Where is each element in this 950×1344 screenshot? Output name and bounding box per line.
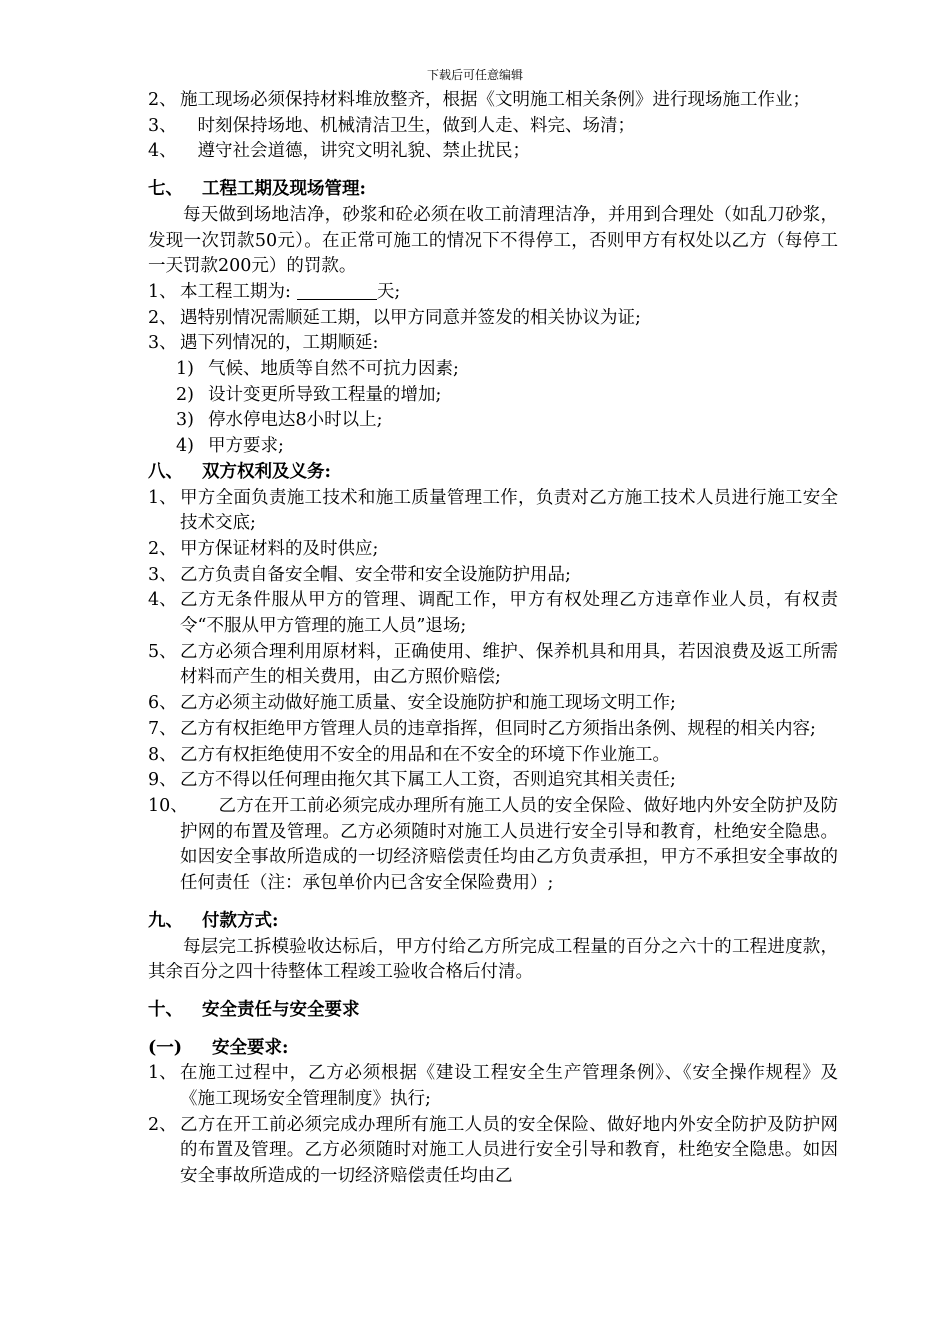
item-number: 1、 bbox=[148, 487, 177, 508]
list-item bbox=[148, 1113, 838, 1190]
list-item bbox=[148, 768, 838, 794]
sub-list-item bbox=[148, 383, 838, 409]
sub-item-number: 3) bbox=[176, 410, 194, 431]
section-number: 八、 bbox=[148, 461, 183, 482]
item-text bbox=[180, 280, 838, 306]
item-number: 5、 bbox=[148, 641, 177, 662]
section-paragraph: 每层完工拆模验收达标后，甲方付给乙方所完成工程量的百分之六十的工程进度款，其余百分之四十待整体工程竣工验收合格后付清。 bbox=[148, 936, 838, 983]
list-item bbox=[148, 331, 838, 357]
list-item bbox=[148, 139, 838, 165]
item-number: 3、 bbox=[148, 564, 177, 585]
item-text: 乙方无条件服从甲方的管理、调配工作，甲方有权处理乙方违章作业人员，有权责令“不服从甲方管理的施工人员”退场; bbox=[180, 590, 838, 637]
list-item bbox=[148, 280, 838, 306]
item-number: 3、 bbox=[148, 333, 177, 354]
item-text: 遇特别情况需顺延工期，以甲方同意并签发的相关协议为证; bbox=[180, 307, 641, 328]
section-title: 工程工期及现场管理: bbox=[202, 179, 366, 200]
item-text: 施工现场必须保持材料堆放整齐，根据《文明施工相关条例》进行现场施工作业； bbox=[180, 90, 810, 110]
item-text: 遵守社会道德，讲究文明礼貌、禁止扰民； bbox=[180, 141, 530, 162]
list-item bbox=[148, 743, 838, 769]
item-number: 7、 bbox=[148, 718, 177, 739]
item-number: 10、 bbox=[148, 795, 188, 816]
item-text: 乙方必须主动做好施工质量、安全设施防护和施工现场文明工作; bbox=[180, 693, 676, 714]
subsection-title: 安全要求: bbox=[212, 1037, 289, 1058]
duration-label: 本工程工期为: bbox=[180, 281, 291, 302]
list-item bbox=[148, 306, 838, 332]
item-text: 时刻保持场地、机械清洁卫生，做到人走、料完、场清； bbox=[180, 115, 635, 136]
item-text: 遇下列情况的，工期顺延: bbox=[180, 333, 379, 354]
item-number: 8、 bbox=[148, 744, 177, 765]
list-item bbox=[148, 563, 838, 589]
section-title: 付款方式: bbox=[202, 910, 279, 931]
sub-list-item bbox=[148, 408, 838, 434]
section-heading-10 bbox=[148, 998, 838, 1024]
item-number: 1、 bbox=[148, 1063, 177, 1084]
list-item bbox=[148, 88, 838, 114]
item-number: 1、 bbox=[148, 281, 177, 302]
item-number: 2、 bbox=[148, 538, 177, 559]
section-number: 十、 bbox=[148, 999, 183, 1020]
sub-item-number: 2) bbox=[176, 384, 194, 405]
sub-item-text: 甲方要求; bbox=[208, 436, 284, 457]
item-text: 乙方有权拒绝使用不安全的用品和在不安全的环境下作业施工。 bbox=[180, 744, 670, 765]
section-heading-8 bbox=[148, 460, 838, 486]
list-item bbox=[148, 691, 838, 717]
sub-list-item bbox=[148, 434, 838, 460]
item-text: 乙方不得以任何理由拖欠其下属工人工资，否则追究其相关责任; bbox=[180, 770, 676, 791]
sub-item-text: 停水停电达8小时以上; bbox=[208, 410, 383, 431]
item-number: 2、 bbox=[148, 90, 177, 110]
list-item bbox=[148, 794, 838, 897]
section-paragraph: 每天做到场地洁净，砂浆和砼必须在收工前清理洁净，并用到合理处（如乱刀砂浆，发现一次罚款50元）。在正常可施工的情况下不得停工，否则甲方有权处以乙方（每停工一天罚款200元）的罚款。 bbox=[148, 204, 838, 277]
item-number: 2、 bbox=[148, 307, 177, 328]
sub-item-text: 设计变更所导致工程量的增加; bbox=[208, 384, 442, 405]
list-item bbox=[148, 588, 838, 639]
list-item bbox=[148, 114, 838, 140]
sub-item-number: 1) bbox=[176, 359, 194, 380]
item-text: 乙方在开工前必须完成办理所有施工人员的安全保险、做好地内外安全防护及防护网的布置及管理。乙方必须随时对施工人员进行安全引导和教育，杜绝安全隐患。如因安全事故所造成的一切经济赔偿责任均由乙方负责承担，甲方不承担安全事故的任何责任（注：承包单价内已含安全保险费用）; bbox=[180, 795, 838, 894]
list-item bbox=[148, 486, 838, 537]
section-number: 七、 bbox=[148, 179, 183, 200]
item-text: 乙方必须合理利用原材料，正确使用、维护、保养机具和用具，若因浪费及返工所需材料而产生的相关费用，由乙方照价赔偿; bbox=[180, 641, 838, 688]
header-note: 下载后可任意编辑 bbox=[426, 68, 523, 82]
section-title: 双方权利及义务: bbox=[202, 461, 331, 482]
sub-item-text: 气候、地质等自然不可抗力因素; bbox=[208, 359, 459, 380]
list-item bbox=[148, 537, 838, 563]
section-heading-9 bbox=[148, 909, 838, 935]
subsection-heading bbox=[148, 1036, 838, 1062]
duration-blank bbox=[297, 281, 377, 300]
item-number: 4、 bbox=[148, 590, 177, 611]
item-number: 3、 bbox=[148, 115, 177, 136]
item-text: 甲方保证材料的及时供应; bbox=[180, 538, 379, 559]
list-item bbox=[148, 640, 838, 691]
item-text: 在施工过程中，乙方必须根据《建设工程安全生产管理条例》、《安全操作规程》及《施工现场安全管理制度》执行; bbox=[180, 1063, 838, 1110]
document-body bbox=[148, 88, 838, 1190]
sub-item-number: 4) bbox=[176, 436, 194, 457]
section-title: 安全责任与安全要求 bbox=[202, 999, 360, 1020]
list-item bbox=[148, 1061, 838, 1112]
section-heading-7 bbox=[148, 177, 838, 203]
item-text: 乙方在开工前必须完成办理所有施工人员的安全保险、做好地内外安全防护及防护网的布置及管理。乙方必须随时对施工人员进行安全引导和教育，杜绝安全隐患。如因安全事故所造成的一切经济赔偿责任均由乙 bbox=[180, 1114, 838, 1187]
item-number: 4、 bbox=[148, 141, 177, 162]
sub-list-item bbox=[148, 357, 838, 383]
item-number: 6、 bbox=[148, 693, 177, 714]
duration-unit: 天; bbox=[376, 281, 401, 302]
subsection-number: (一) bbox=[148, 1037, 183, 1058]
section-number: 九、 bbox=[148, 910, 183, 931]
item-number: 2、 bbox=[148, 1114, 177, 1135]
item-number: 9、 bbox=[148, 770, 177, 791]
list-item bbox=[148, 717, 838, 743]
item-text: 甲方全面负责施工技术和施工质量管理工作，负责对乙方施工技术人员进行施工安全技术交底; bbox=[180, 487, 838, 534]
item-text: 乙方有权拒绝甲方管理人员的违章指挥，但同时乙方须指出条例、规程的相关内容; bbox=[180, 718, 816, 739]
item-text: 乙方负责自备安全帽、安全带和安全设施防护用品; bbox=[180, 564, 571, 585]
